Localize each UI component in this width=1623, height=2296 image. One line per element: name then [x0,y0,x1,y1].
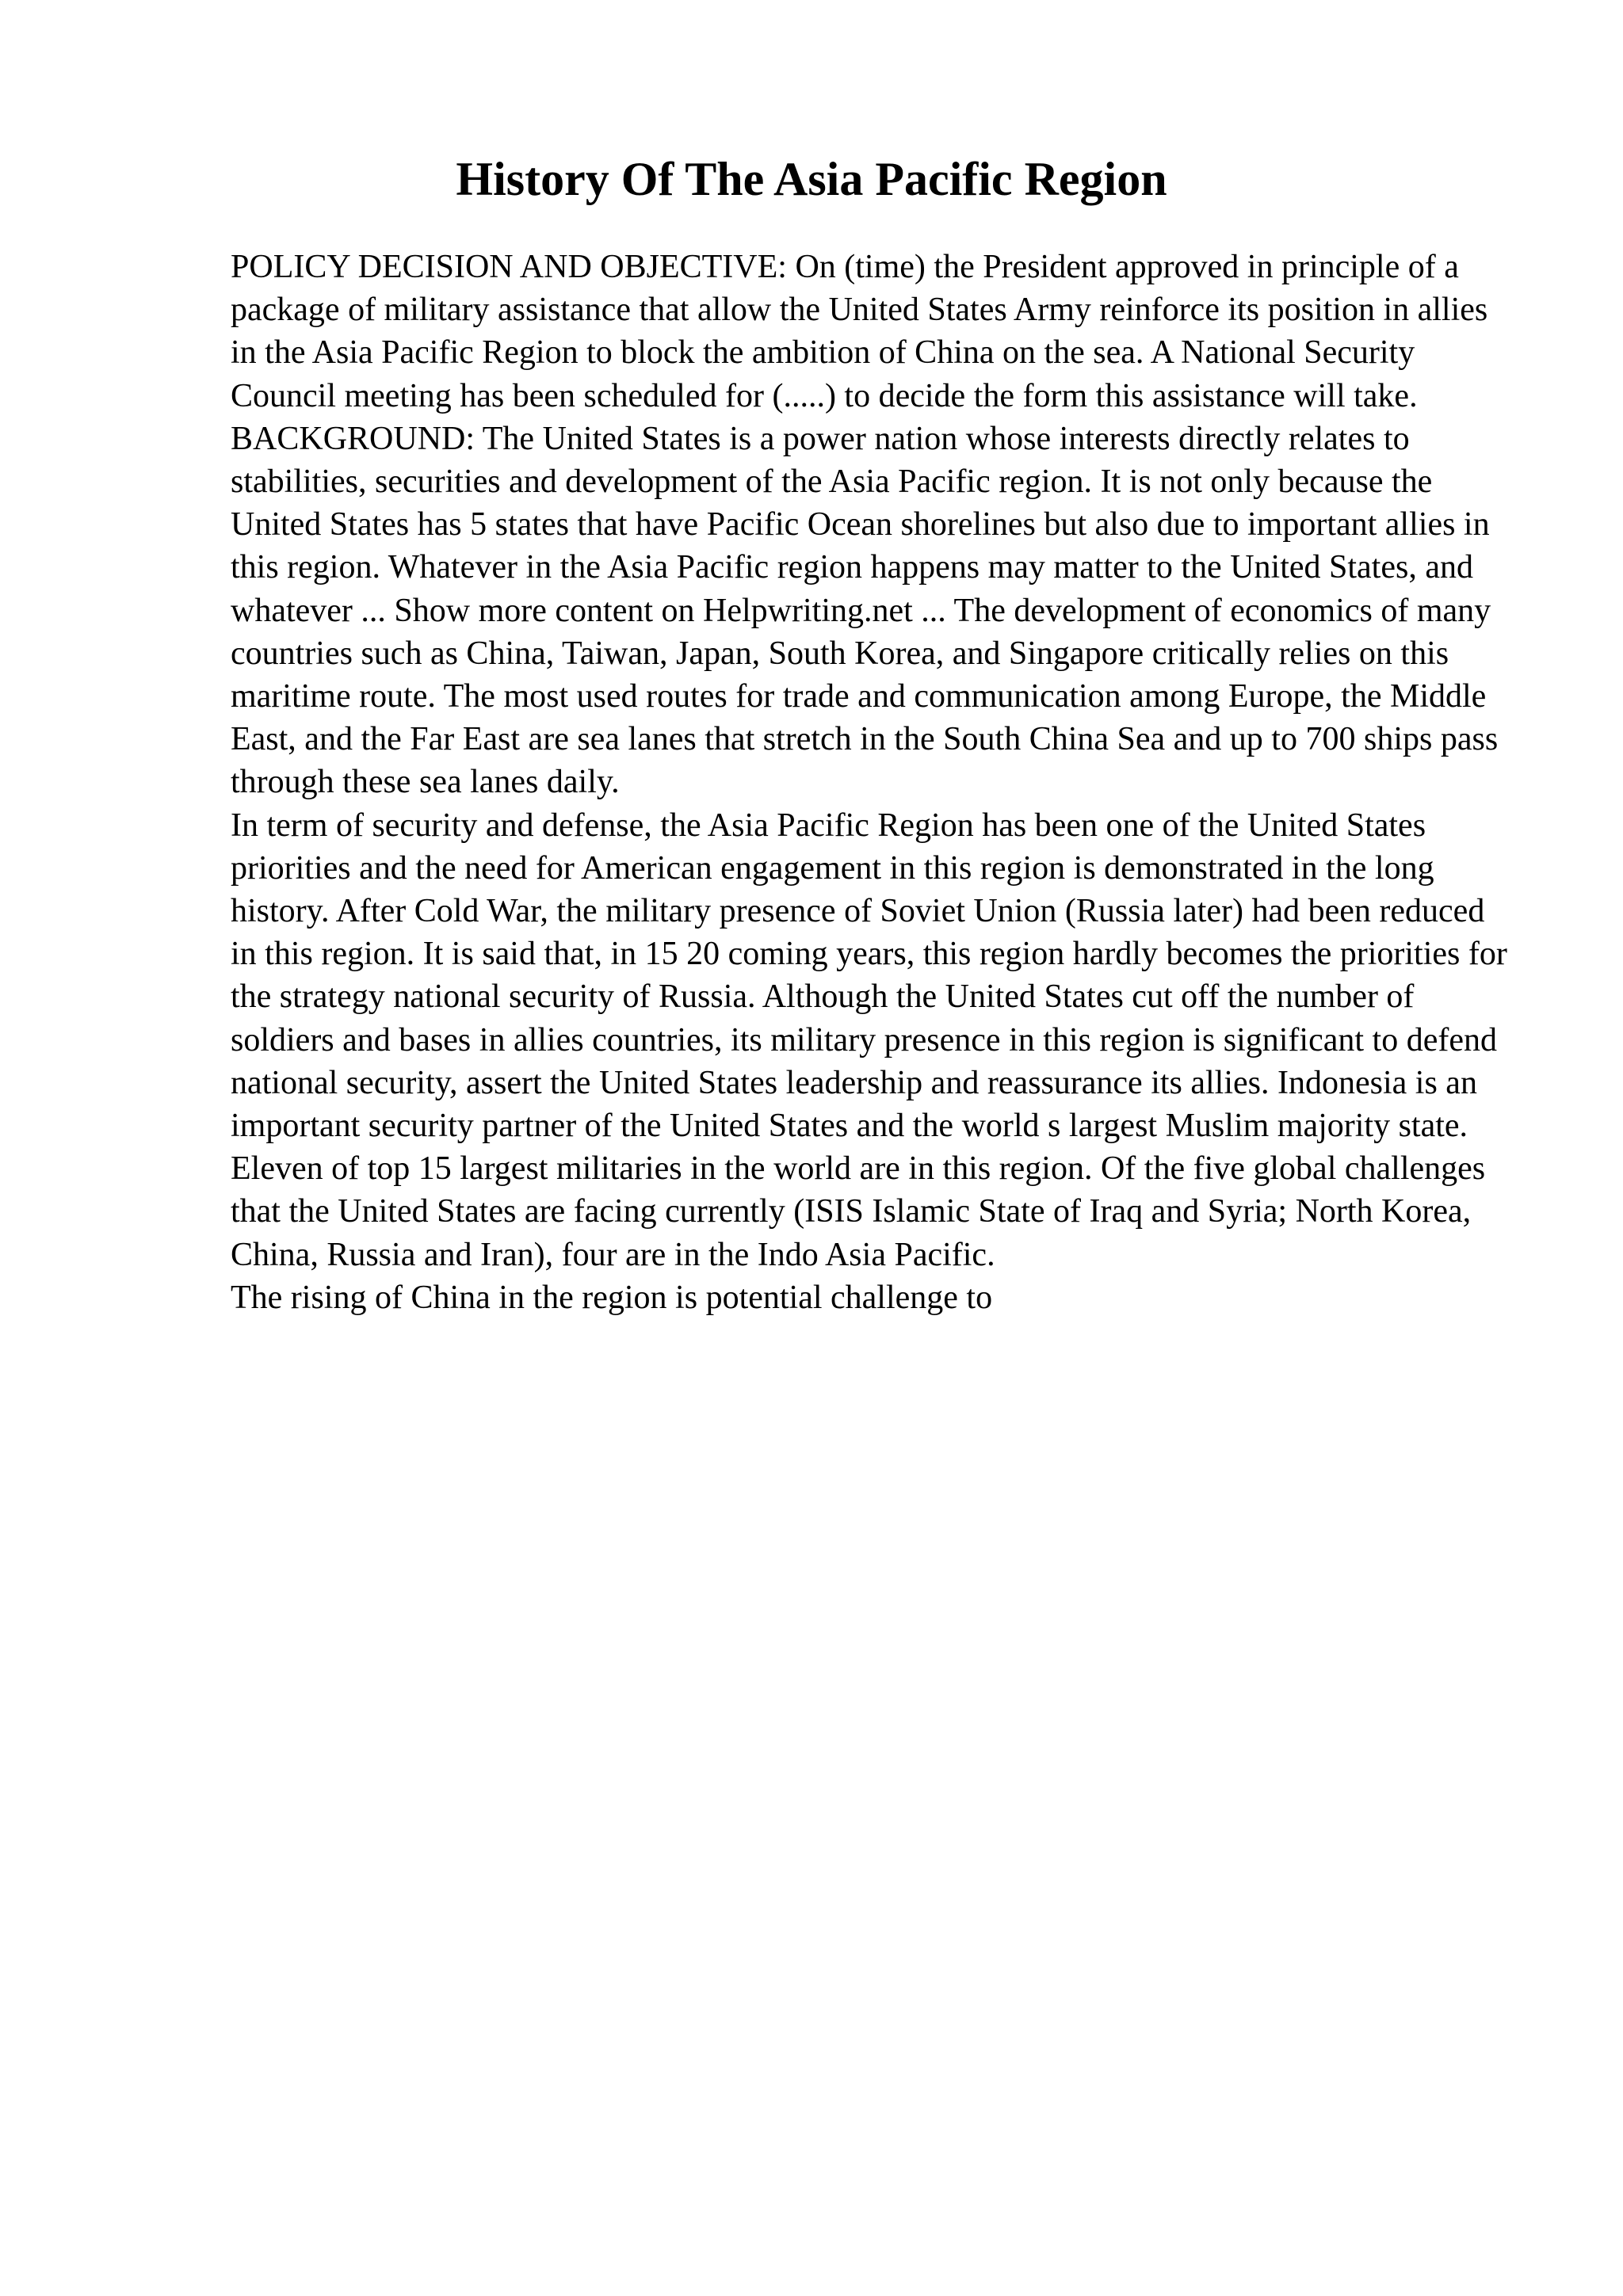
paragraph-policy-decision: POLICY DECISION AND OBJECTIVE: On (time) the President approved in principle of a package of military assistance that allow the United States Army reinforce its position in allies in the Asia Pacific Region to block the ambition of China on the sea. A National Security Council meeting has been scheduled for (.....) to decide the form this assistance will take. [231,249,1488,414]
paragraph-rising-china: The rising of China in the region is potential challenge to [231,1279,993,1316]
paragraph-background: BACKGROUND: The United States is a power nation whose interests directly relates to stabilities, securities and development of the Asia Pacific region. It is not only because the United States has 5 states that have Pacific Ocean shorelines but also due to important allies in this region. Whatever in the Asia Pacific region happens may matter to the United States, and whatever ... Show more content on Helpwriting.net ... The development of economics of many countries such as China, Taiwan, Japan, South Korea, and Singapore critically relies on this maritime route. The most used routes for trade and communication among Europe, the Middle East, and the Far East are sea lanes that stretch in the South China Sea and up to 700 ships pass through these sea lanes daily. [231,420,1499,801]
document-body [231,246,1514,1319]
document-title: History Of The Asia Pacific Region [456,153,1167,205]
paragraph-security-defense: In term of security and defense, the Asia Pacific Region has been one of the United States priorities and the need for American engagement in this region is demonstrated in the long history. After Cold War, the military presence of Soviet Union (Russia later) had been reduced in this region. It is said that, in 15 20 coming years, this region hardly becomes the priorities for the strategy national security of Russia. Although the United States cut off the number of soldiers and bases in allies countries, its military presence in this region is significant to defend national security, assert the United States leadership and reassurance its allies. Indonesia is an important security partner of the United States and the world s largest Muslim majority state. Eleven of top 15 largest militaries in the world are in this region. Of the five global challenges that the United States are facing currently (ISIS Islamic State of Iraq and Syria; North Korea, China, Russia and Iran), four are in the Indo Asia Pacific. [231,807,1507,1273]
